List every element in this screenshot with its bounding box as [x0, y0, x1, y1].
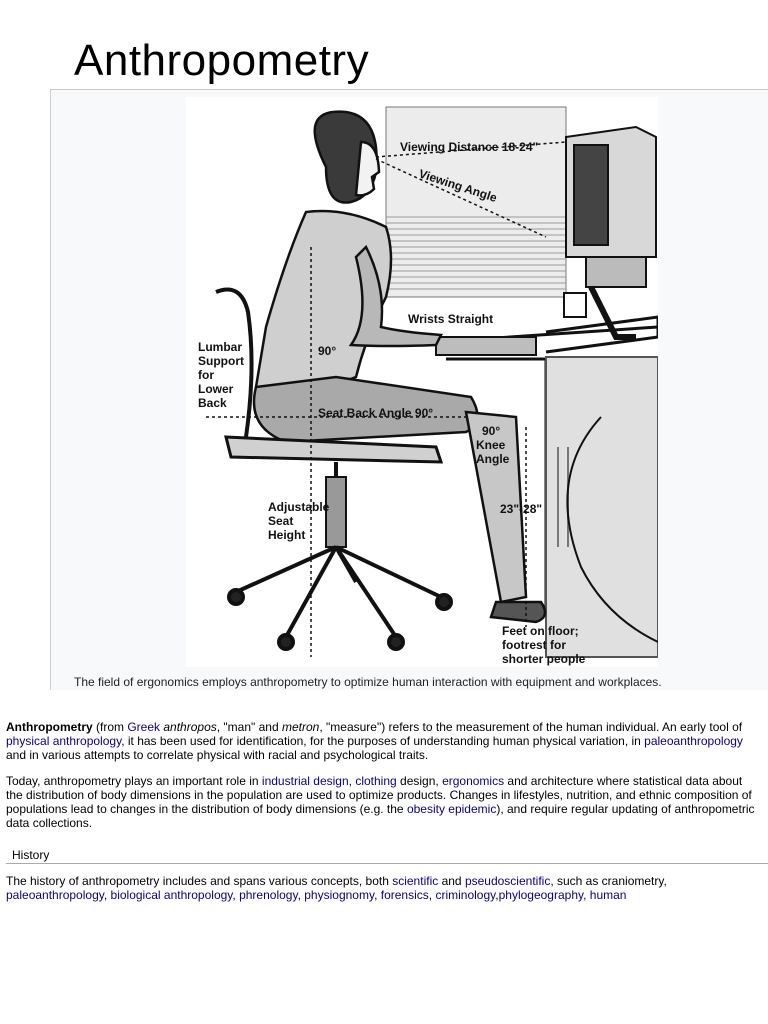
label-knee-angle: 90° [482, 424, 501, 438]
intro-paragraph [6, 720, 756, 762]
term-anthropos: anthropos [163, 720, 217, 734]
label-viewing-distance: Viewing Distance 18-24" [400, 140, 539, 154]
text: The history of anthropometry includes and spans various concepts, both [6, 874, 393, 888]
label-knee-angle: Knee [476, 438, 506, 452]
label-feet: footrest for [502, 638, 566, 652]
text: and in various attempts to correlate physical with racial and psychological traits. [6, 748, 429, 762]
text: , [583, 888, 590, 902]
window-blinds [386, 107, 566, 297]
label-lumbar: for [198, 368, 214, 382]
label-lumbar: Back [198, 396, 227, 410]
link-human[interactable]: human [589, 888, 627, 902]
link-paleoanthropology[interactable]: paleoanthropology [6, 888, 104, 902]
text: Today, anthropometry plays an important role in [6, 774, 262, 788]
text: design, [396, 774, 443, 788]
section-divider [6, 863, 768, 864]
label-seat-height: Seat [268, 514, 294, 528]
text: , "man" and [216, 720, 282, 734]
text: , [348, 774, 356, 788]
link-physical-anthropology[interactable]: physical anthropology [6, 734, 122, 748]
text: , such as craniometry, [550, 874, 667, 888]
text: , [495, 888, 499, 902]
link-biological-anthropology[interactable]: biological anthropology [110, 888, 233, 902]
label-feet: Feet on floor; [502, 624, 579, 638]
label-lumbar: Lower [198, 382, 234, 396]
label-seat-height: Adjustable [268, 500, 330, 514]
text: (from [92, 720, 128, 734]
label-seat-back-angle: Seat Back Angle 90° [318, 406, 434, 420]
page-title: Anthropometry [74, 36, 370, 85]
keyboard [436, 337, 536, 355]
text: , [374, 888, 381, 902]
text: , [232, 888, 240, 902]
mug [564, 293, 586, 317]
label-viewing-angle: Viewing Angle [417, 166, 499, 205]
label-feet: shorter people [502, 652, 586, 666]
label-wrists-straight: Wrists Straight [408, 312, 494, 326]
text: , [103, 888, 111, 902]
link-criminology[interactable]: criminology [435, 888, 496, 902]
link-pseudoscientific[interactable]: pseudoscientific [464, 874, 551, 888]
figure-caption: The field of ergonomics employs anthropometry to optimize human interaction with equipment and workplaces. [74, 675, 662, 689]
ergonomics-drawing [186, 97, 658, 667]
text: , "measure") refers to the measurement of the human individual. An early tool of [319, 720, 743, 734]
link-forensics[interactable]: forensics [380, 888, 429, 902]
label-height-range: 23"-28" [500, 502, 543, 516]
text: and architecture where statistical data about the distribution of body dimensions in the population are used to optimize products. Changes in lifestyles, nutrition, and ethnic composition of populations lead to changes in the distribution of body dimensions (e.g. the [6, 774, 752, 816]
label-lumbar: Support [198, 354, 244, 368]
today-paragraph [6, 774, 756, 830]
ergonomics-illustration[interactable] [186, 97, 658, 667]
history-paragraph [6, 874, 756, 902]
link-clothing[interactable]: clothing [355, 774, 397, 788]
text: and [438, 874, 465, 888]
text: , it has been used for identification, for the purposes of understanding human physical variation, in [121, 734, 645, 748]
link-industrial-design[interactable]: industrial design [261, 774, 349, 788]
label-elbow-angle: 90° [318, 344, 337, 358]
link-scientific[interactable]: scientific [392, 874, 439, 888]
label-lumbar: Lumbar [198, 340, 243, 354]
text: , [297, 888, 305, 902]
term-bold: Anthropometry [6, 720, 93, 734]
link-greek[interactable]: Greek [127, 720, 161, 734]
text: ), and require regular updating of anthropometric data collections. [6, 802, 755, 830]
label-knee-angle: Angle [476, 452, 510, 466]
section-heading-history: History [12, 848, 50, 862]
link-ergonomics[interactable]: ergonomics [442, 774, 505, 788]
link-phrenology[interactable]: phrenology [239, 888, 298, 902]
term-metron: metron [281, 720, 320, 734]
desk [436, 317, 658, 657]
label-seat-height: Height [268, 528, 306, 542]
link-obesity-epidemic[interactable]: obesity epidemic [406, 802, 497, 816]
link-physiognomy[interactable]: physiognomy [304, 888, 375, 902]
link-phylogeography[interactable]: phylogeography [498, 888, 584, 902]
link-paleoanthropology[interactable]: paleoanthropology [644, 734, 743, 748]
text: , [428, 888, 436, 902]
